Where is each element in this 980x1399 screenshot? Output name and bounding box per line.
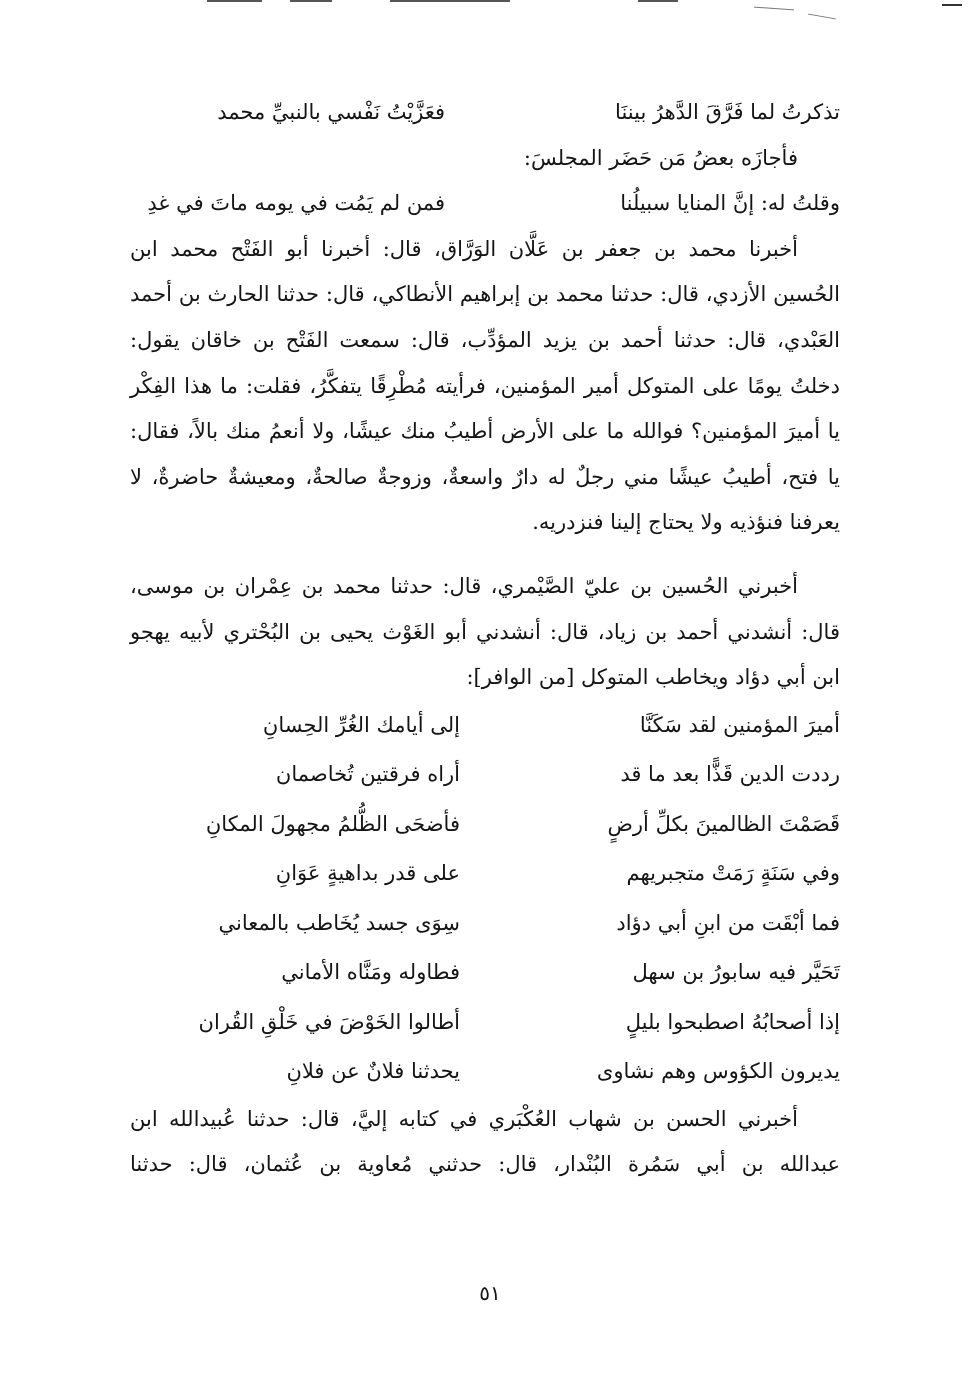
- reply-verse: [130, 181, 840, 227]
- scan-artifact: [754, 7, 794, 11]
- poem-verse: [130, 800, 840, 850]
- poem-second-hemistich: أطالوا الخَوْضَ في خَلْقِ القُران: [198, 1009, 460, 1034]
- poem-verse: [130, 948, 840, 998]
- poem: [130, 701, 840, 1097]
- poem-second-hemistich: أراه فرقتين تُخاصمان: [275, 762, 460, 787]
- poem-second-hemistich: إلى أيامك الغُرِّ الحِسانِ: [262, 712, 460, 737]
- paragraph-sanad-buhturi: أخبرني الحُسين بن عليّ الصَّيْمري، قال: حدثنا محمد بن عِمْران بن موسى، قال: أنشدني أحمد بن زياد، قال: أنشدني أبو الغَوْث يحيى بن البُحْتري لأبيه يهجو ابن أبي دؤاد ويخاطب المتوكل [من الوافر]:: [130, 573, 840, 690]
- poem-first-hemistich: رددت الدين قَذًّا بعد ما قد: [620, 762, 840, 787]
- scan-artifact: [290, 0, 332, 2]
- scan-artifact: [390, 0, 510, 2]
- intro-line: فأجازَه بعضُ مَن حَضَر المجلسَ:: [523, 145, 798, 170]
- poem-second-hemistich: على قدر بداهيةٍ عَوَانِ: [275, 861, 460, 886]
- poem-verse: [130, 750, 840, 800]
- poem-second-hemistich: فأضحَى الظُّلمُ مجهولَ المكانِ: [205, 811, 460, 836]
- paragraph-ukbari: أخبرني الحسن بن شهاب العُكْبَري في كتابه إليَّ، قال: حدثنا عُبيدالله ابن عبدالله بن أبي سَمُرة البُنْدار، قال: حدثني مُعاوية بن عُثمان، قال: حدثنا: [130, 1106, 840, 1177]
- opening-verse-first-hemistich: تذكرتُ لما فَرَّقَ الدَّهرُ بيننَا: [615, 100, 840, 124]
- poem-verse: [130, 849, 840, 899]
- poem-first-hemistich: وفي سَنَةٍ رَمَتْ متجبريهم: [626, 861, 840, 886]
- scan-artifact: [638, 0, 678, 2]
- poem-first-hemistich: قَصَمْتَ الظالمينَ بكلِّ أرضٍ: [607, 811, 840, 836]
- poem-first-hemistich: يديرون الكؤوس وهم نشاوى: [596, 1059, 840, 1084]
- poem-first-hemistich: تَحَيَّر فيه سابورُ بن سهل: [632, 960, 840, 985]
- page-number: ٥١: [479, 1281, 501, 1305]
- scan-artifact: [942, 4, 962, 6]
- poem-second-hemistich: يحدثنا فلانٌ عن فلانِ: [286, 1059, 460, 1084]
- paragraph-fath-ibn-khaqan: أخبرنا محمد بن جعفر بن عَلَّان الوَرَّاق، قال: أخبرنا أبو الفَتْح محمد ابن الحُسين الأزدي، قال: حدثنا محمد بن إبراهيم الأنطاكي، قال: حدثنا الحارث بن أحمد العَبْدي، قال: حدثنا أحمد بن يزيد المؤدِّب، قال: سمعت الفَتْح بن خاقان يقول: دخلتُ يومًا على المتوكل أمير المؤمنين، فرأيته مُطْرِقًا يتفكَّرُ، فقلت: ما هذا الفِكْر يا أميرَ المؤمنين؟ فوالله ما على الأرض أطيبُ منك عيشًا، ولا أنعمُ منك بالاً، فقال: يا فتح، أطيبُ عيشًا مني رجلٌ له دارٌ واسعةٌ، وزوجةٌ صالحةٌ، ومعيشةٌ حاضرةٌ، لا يعرفنا فنؤذيه ولا يحتاج إلينا فنزدريه.: [130, 236, 840, 535]
- scan-artifact: [207, 0, 262, 2]
- poem-first-hemistich: فما أبْقَت من ابنِ أبي دؤاد: [616, 910, 840, 935]
- poem-second-hemistich: سِوَى جسد يُخَاطب بالمعاني: [218, 910, 460, 935]
- poem-first-hemistich: أميرَ المؤمنين لقد سَكَنَّا: [639, 712, 840, 737]
- page-text: [130, 90, 840, 1188]
- poem-first-hemistich: إذا أصحابُهُ اصطبحوا بليلٍ: [625, 1009, 840, 1034]
- poem-verse: [130, 998, 840, 1048]
- poem-verse: [130, 899, 840, 949]
- poem-second-hemistich: فطاوله ومَنَّاه الأماني: [281, 960, 460, 985]
- reply-verse-first-hemistich: وقلتُ له: إنَّ المنايا سبيلُنا: [620, 191, 840, 216]
- scan-artifact: [808, 14, 836, 20]
- poem-verse: [130, 701, 840, 751]
- paragraph-gap: [130, 546, 840, 564]
- poem-verse: [130, 1047, 840, 1097]
- opening-verse-second-hemistich: فعَزَّيْتُ نَفْسي بالنبيِّ محمد: [217, 100, 445, 124]
- reply-verse-second-hemistich: فمن لم يَمُت في يومه ماتَ في غدِ: [147, 191, 445, 216]
- opening-verse: [130, 90, 840, 136]
